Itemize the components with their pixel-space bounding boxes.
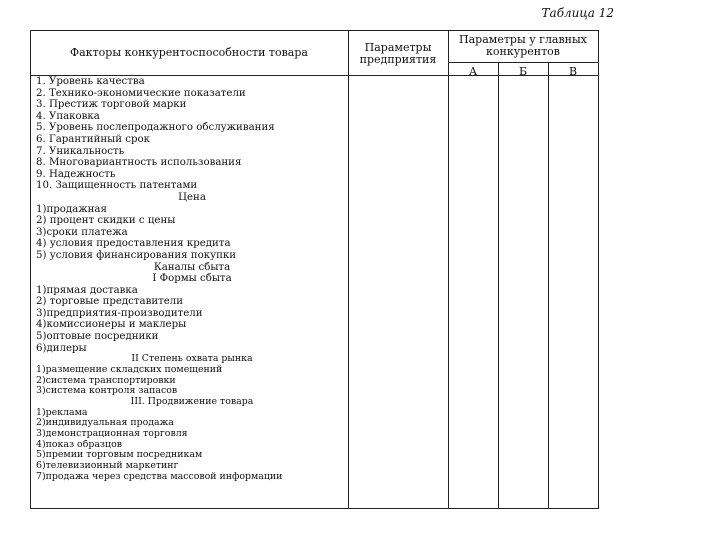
factor-row: 3)предприятия-производители xyxy=(36,307,203,319)
factor-row: 2. Технико-экономические показатели xyxy=(36,87,246,99)
factor-row: 6. Гарантийный срок xyxy=(36,133,151,145)
enterprise-header-line1: Параметры xyxy=(364,41,432,54)
factor-row: 3)сроки платежа xyxy=(36,226,128,238)
factor-row: 5)оптовые посредники xyxy=(36,331,159,343)
section-heading: I Формы сбыта xyxy=(152,273,232,285)
factor-row: 5)премии торговым посредникам xyxy=(36,450,203,461)
factor-row: 6)телевизионный маркетинг xyxy=(36,461,179,472)
section-heading: III. Продвижение товара xyxy=(130,397,254,407)
factor-row: 7. Уникальность xyxy=(36,145,125,157)
competitors-header xyxy=(448,34,598,58)
factor-row: 3. Престиж торговой марки xyxy=(36,99,187,111)
factor-row: 2) торговые представители xyxy=(36,296,184,308)
column-v-header: В xyxy=(568,65,578,78)
factor-row: 4)показ образцов xyxy=(36,439,123,450)
factors-header: Факторы конкурентоспособности товара xyxy=(70,46,308,59)
factor-row: 1)прямая доставка xyxy=(36,284,138,296)
factor-row: 3)система контроля запасов xyxy=(36,386,178,397)
table-caption: Таблица 12 xyxy=(541,6,614,20)
factor-row: 10. Защищенность патентами xyxy=(36,180,198,192)
factor-row: 6)дилеры xyxy=(36,342,87,354)
enterprise-column-divider xyxy=(448,30,449,509)
factor-row: 2) процент скидки с цены xyxy=(36,215,176,227)
factor-list xyxy=(36,76,348,483)
table-top-border xyxy=(30,30,599,31)
section-heading: Каналы сбыта xyxy=(153,261,231,273)
column-a-divider xyxy=(498,62,499,509)
competitor-subheader-line xyxy=(448,62,599,63)
table-bottom-border xyxy=(30,508,599,509)
factor-row: 4)комиссионеры и маклеры xyxy=(36,319,187,331)
factor-row: 4. Упаковка xyxy=(36,110,100,122)
factor-row: 1)продажная xyxy=(36,203,107,215)
factor-row: 3)демонстрационная торговля xyxy=(36,429,188,440)
factor-row: 2)система транспортировки xyxy=(36,375,176,386)
factors-column-divider xyxy=(348,30,349,509)
factor-row: 2)индивидуальная продажа xyxy=(36,418,174,429)
factor-row: 7)продажа через средства массовой информации xyxy=(36,471,283,482)
section-heading: Цена xyxy=(178,191,206,203)
section-heading: II Степень охвата рынка xyxy=(131,354,253,365)
column-a-header: А xyxy=(468,65,478,78)
table-left-border xyxy=(30,30,31,509)
column-b-header: Б xyxy=(518,65,528,78)
competitiveness-table xyxy=(30,30,599,509)
enterprise-header xyxy=(348,42,448,66)
competitors-header-line1: Параметры у главных xyxy=(459,33,587,46)
factor-row: 9. Надежность xyxy=(36,168,116,180)
factor-row: 1. Уровень качества xyxy=(36,76,145,87)
column-b-divider xyxy=(548,62,549,509)
competitors-header-line2: конкурентов xyxy=(486,45,560,58)
enterprise-header-line2: предприятия xyxy=(359,53,437,66)
table-right-border xyxy=(598,30,599,509)
factor-row: 1)размещение складских помещений xyxy=(36,364,223,375)
factor-row: 5. Уровень послепродажного обслуживания xyxy=(36,122,275,134)
factor-row: 8. Многовариантность использования xyxy=(36,157,242,169)
factor-row: 1)реклама xyxy=(36,407,88,418)
factor-row: 5) условия финансирования покупки xyxy=(36,249,237,261)
factor-row: 4) условия предоставления кредита xyxy=(36,238,231,250)
